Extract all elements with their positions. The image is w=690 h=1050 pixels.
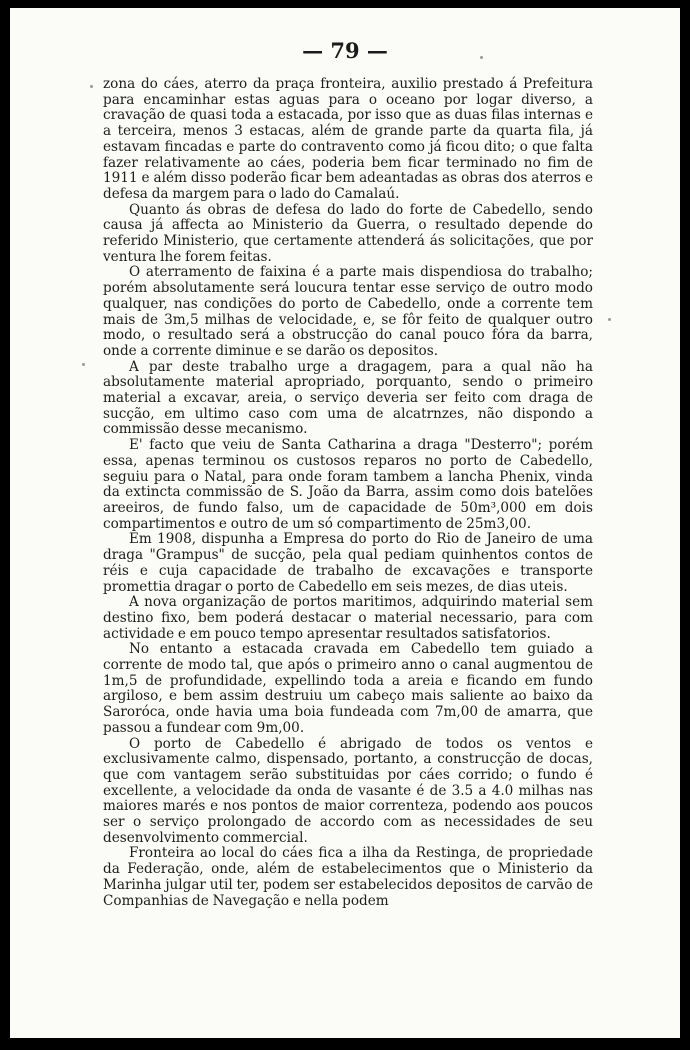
paragraph: Quanto ás obras de defesa do lado do forte de Cabedello, sendo causa já affecta ao Ministerio da Guerra, o resultado depende do referido Ministerio, que certamente attenderá ás solicitações, que por ventura lhe forem feitas. bbox=[103, 201, 593, 265]
scan-speck bbox=[608, 318, 611, 321]
paragraph: O aterramento de faixina é a parte mais dispendiosa do trabalho; porém absolutamente será loucura tentar esse serviço de outro modo qualquer, nas condições do porto de Cabedello, onde a corrente tem mais de 3m,5 milhas de velocidade, e, se fôr feito de qualquer outro modo, o resultado será a obstrucção do canal pouco fóra da barra, onde a corrente diminue e se darão os depositos. bbox=[103, 264, 593, 359]
paragraph: A nova organização de portos maritimos, adquirindo material sem destino fixo, bem poderá destacar o material necessario, para com actividade e em pouco tempo apresentar resultados satisfatorios. bbox=[103, 594, 593, 642]
scan-speck bbox=[90, 85, 93, 88]
paragraph: A par deste trabalho urge a dragagem, para a qual não ha absolutamente material apropriado, porquanto, sendo o primeiro material a excavar, areia, o serviço deveria ser feito com draga de sucção, em ultimo caso com uma de alcatrnzes, não dispondo a commissão desse mecanismo. bbox=[103, 358, 593, 438]
document-page bbox=[10, 8, 680, 1038]
page-number: — 79 — bbox=[302, 38, 388, 63]
paragraph: Em 1908, dispunha a Empresa do porto do Rio de Janeiro de uma draga "Grampus" de sucção, pela qual pediam quinhentos contos de réis e cuja capacidade de trabalho de excavações e transporte promettia dragar o porto de Cabedello em seis mezes, de dias uteis. bbox=[103, 531, 593, 595]
body-text bbox=[103, 77, 593, 909]
paragraph: zona do cáes, aterro da praça fronteira, auxilio prestado á Prefeitura para encaminhar estas aguas para o oceano por logar diverso, a cravação de quasi toda a estacada, por isso que as duas filas internas e a terceira, menos 3 estacas, além de grande parte da quarta fila, já estavam fincadas e parte do contravento como já ficou dito; o que falta fazer relativamente ao cáes, poderia bem ficar terminado no fim de 1911 e além disso poderão ficar bem adeantadas as obras dos aterros e defesa da margem para o lado do Camalaú. bbox=[103, 76, 593, 202]
paragraph: No entanto a estacada cravada em Cabedello tem guiado a corrente de modo tal, que após o primeiro anno o canal augmentou de 1m,5 de profundidade, expellindo toda a areia e ficando em fundo argiloso, e bem assim destruiu um cabeço mais saliente ao baixo da Saroróca, onde havia uma boia fundeada com 7m,00 de amarra, que passou a fundear com 9m,00. bbox=[103, 641, 593, 736]
paragraph: E' facto que veiu de Santa Catharina a draga "Desterro"; porém essa, apenas terminou os custosos reparos no porto de Cabedello, seguiu para o Natal, para onde foram tambem a lancha Phenix, vinda da extincta commissão de S. João da Barra, assim como dois batelões areeiros, de fundo falso, um de capacidade de 50m³,000 em dois compartimentos e outro de um só compartimento de 25m3,00. bbox=[103, 437, 593, 532]
paragraph: O porto de Cabedello é abrigado de todos os ventos e exclusivamente calmo, dispensado, portanto, a construcção de docas, que com vantagem serão substituidas por cáes corrido; o fundo é excellente, a velocidade da onda de vasante é de 3.5 a 4.0 milhas nas maiores marés e nos pontos de maior correnteza, podendo aos poucos ser o serviço prolongado de accordo com as necessidades de seu desenvolvimento commercial. bbox=[103, 735, 593, 846]
scan-speck bbox=[82, 363, 85, 366]
paragraph: Fronteira ao local do cáes fica a ilha da Restinga, de propriedade da Federação, onde, além de estabelecimentos que o Ministerio da Marinha julgar util ter, podem ser estabelecidos depositos de carvão de Companhias de Navegação e nella podem bbox=[103, 845, 593, 909]
